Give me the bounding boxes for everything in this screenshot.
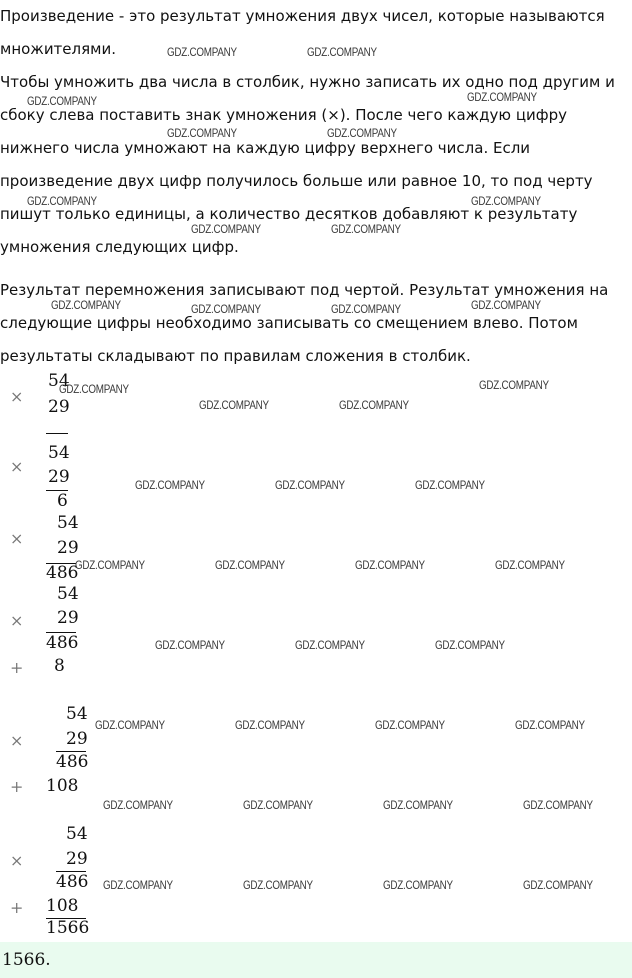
watermark: GDZ.COMPANY [27, 94, 97, 108]
text-line: Результат перемножения записывают под чертой. Результат умножения на [0, 281, 609, 299]
watermark: GDZ.COMPANY [471, 194, 541, 208]
watermark: GDZ.COMPANY [495, 558, 565, 572]
watermark: GDZ.COMPANY [191, 302, 261, 316]
multiplicand: 54 [48, 443, 70, 463]
final-sum: 1566 [46, 918, 90, 938]
multiplier: 29 [48, 467, 70, 487]
watermark: GDZ.COMPANY [51, 298, 121, 312]
watermark: GDZ.COMPANY [523, 878, 593, 892]
partial-product: 486 [46, 633, 79, 653]
watermark: GDZ.COMPANY [331, 222, 401, 236]
text-line: результаты складывают по правилам сложения в столбик. [0, 347, 471, 365]
watermark: GDZ.COMPANY [167, 45, 237, 59]
multiplicand: 54 [57, 513, 79, 533]
partial-product: 486 [56, 752, 89, 772]
text-line: сбоку слева поставить знак умножения (×). После чего каждую цифру [0, 106, 568, 124]
watermark: GDZ.COMPANY [135, 478, 205, 492]
text-line: умножения следующих цифр. [0, 238, 239, 256]
text-line: Произведение - это результат умножения двух чисел, которые называются [0, 7, 605, 25]
watermark: GDZ.COMPANY [331, 302, 401, 316]
watermark: GDZ.COMPANY [243, 878, 313, 892]
result-paragraph [0, 274, 632, 373]
watermark: GDZ.COMPANY [479, 378, 549, 392]
watermark: GDZ.COMPANY [75, 558, 145, 572]
watermark: GDZ.COMPANY [523, 798, 593, 812]
times-sign: × [10, 457, 24, 476]
watermark: GDZ.COMPANY [471, 298, 541, 312]
watermark: GDZ.COMPANY [307, 45, 377, 59]
multiplicand: 54 [48, 371, 70, 391]
watermark: GDZ.COMPANY [235, 718, 305, 732]
watermark: GDZ.COMPANY [275, 478, 345, 492]
watermark: GDZ.COMPANY [339, 398, 409, 412]
watermark: GDZ.COMPANY [295, 638, 365, 652]
watermark: GDZ.COMPANY [95, 718, 165, 732]
watermark: GDZ.COMPANY [215, 558, 285, 572]
partial-product: 486 [46, 563, 79, 583]
times-sign: × [10, 611, 24, 630]
text-line: следующие цифры необходимо записывать со смещением влево. Потом [0, 314, 578, 332]
watermark: GDZ.COMPANY [383, 878, 453, 892]
plus-sign: + [10, 658, 24, 677]
multiplier: 29 [66, 849, 88, 869]
multiplicand: 54 [66, 704, 88, 724]
watermark: GDZ.COMPANY [243, 798, 313, 812]
times-sign: × [10, 529, 24, 548]
watermark: GDZ.COMPANY [375, 718, 445, 732]
watermark: GDZ.COMPANY [191, 222, 261, 236]
answer-box [0, 942, 632, 978]
text-line: пишут только единицы, а количество десятков добавляют к результату [0, 205, 578, 223]
second-partial: 8 [54, 656, 65, 676]
watermark: GDZ.COMPANY [103, 798, 173, 812]
text-line: нижнего числа умножают на каждую цифру верхнего числа. Если [0, 139, 531, 157]
answer-value: 1566. [2, 950, 51, 970]
watermark: GDZ.COMPANY [327, 126, 397, 140]
text-line: Чтобы умножить два числа в столбик, нужно записать их одно под другим и [0, 73, 615, 91]
watermark: GDZ.COMPANY [355, 558, 425, 572]
watermark: GDZ.COMPANY [467, 90, 537, 104]
watermark: GDZ.COMPANY [155, 638, 225, 652]
second-partial: 108 [46, 776, 79, 796]
times-sign: × [10, 387, 24, 406]
multiplier: 29 [57, 538, 79, 558]
watermark: GDZ.COMPANY [199, 398, 269, 412]
watermark: GDZ.COMPANY [27, 194, 97, 208]
watermark: GDZ.COMPANY [103, 878, 173, 892]
partial-product: 486 [56, 872, 89, 892]
multiplier: 29 [57, 608, 79, 628]
watermark: GDZ.COMPANY [383, 798, 453, 812]
multiplicand: 54 [57, 584, 79, 604]
text-line: произведение двух цифр получилось больше или равное 10, то под черту [0, 172, 593, 190]
watermark: GDZ.COMPANY [59, 382, 129, 396]
times-sign: × [10, 851, 24, 870]
second-partial: 108 [46, 896, 79, 916]
plus-sign: + [10, 898, 24, 917]
watermark: GDZ.COMPANY [515, 718, 585, 732]
result-rule [46, 433, 68, 434]
partial-product: 6 [57, 491, 68, 511]
plus-sign: + [10, 777, 24, 796]
watermark: GDZ.COMPANY [435, 638, 505, 652]
watermark: GDZ.COMPANY [167, 126, 237, 140]
times-sign: × [10, 731, 24, 750]
multiplier: 29 [48, 397, 70, 417]
text-line: множителями. [0, 40, 116, 58]
multiplier: 29 [66, 729, 88, 749]
multiplicand: 54 [66, 824, 88, 844]
watermark: GDZ.COMPANY [415, 478, 485, 492]
